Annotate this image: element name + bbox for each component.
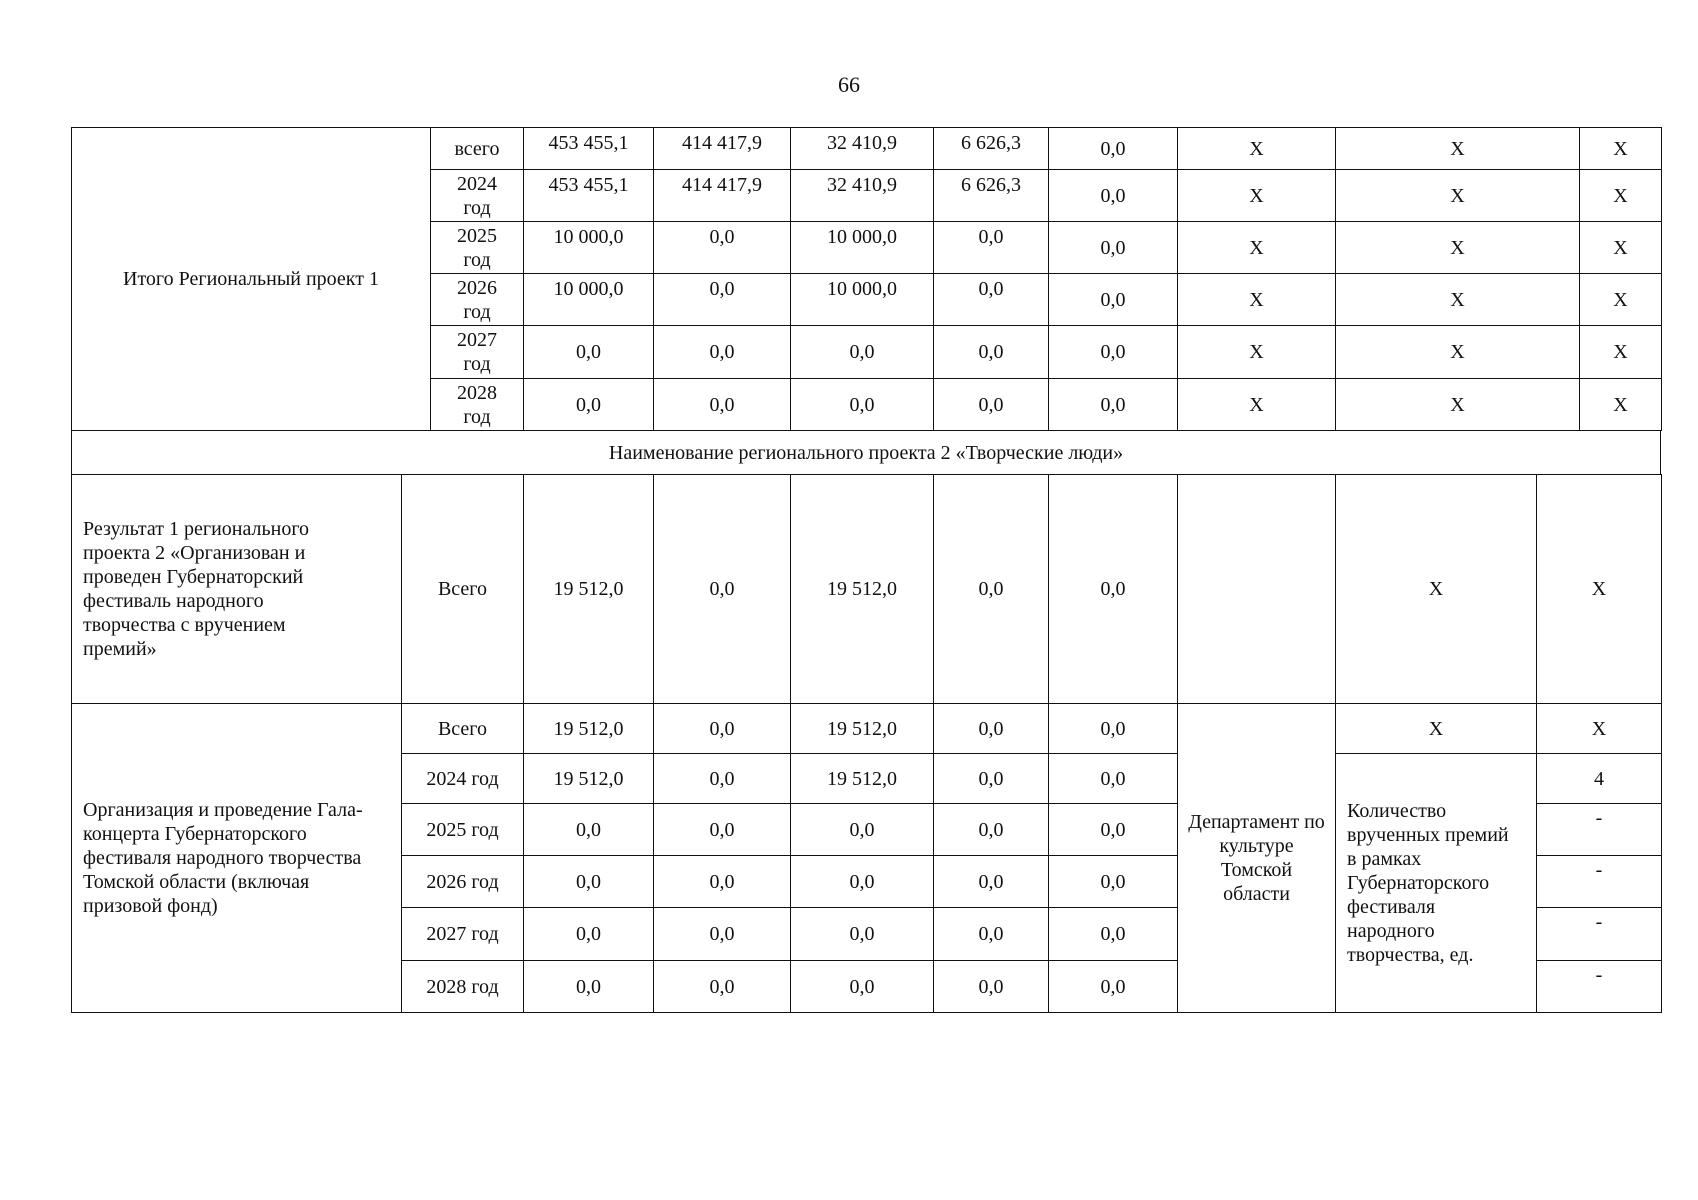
responsible-cell-empty [1178,475,1336,704]
result-1-label: Результат 1 регионального проекта 2 «Организован и проведен Губернаторский фестиваль народного творчества с вручением премий» [72,475,402,704]
mark-cell: X [1580,222,1662,274]
amount-cell: 0,0 [934,704,1049,754]
period-cell: 2024 год [402,754,524,804]
amount-cell: 10 000,0 [791,274,934,326]
mark-cell: X [1336,222,1580,274]
mark-cell: X [1580,274,1662,326]
amount-cell: 32 410,9 [791,170,934,222]
period-cell: 2026 год [402,856,524,908]
amount-cell: 0,0 [1049,274,1178,326]
amount-cell: 414 417,9 [654,128,791,170]
mark-cell: X [1178,274,1336,326]
mark-cell: X [1336,475,1537,704]
period-cell: Всего [402,475,524,704]
mark-cell: X [1336,274,1580,326]
amount-cell: 0,0 [791,379,934,431]
amount-cell: 19 512,0 [791,475,934,704]
period-cell: 2026 год [431,274,524,326]
period-cell: 2027 год [431,326,524,379]
table-row [72,128,1662,170]
amount-cell: 0,0 [1049,804,1178,856]
period-cell: 2025 год [431,222,524,274]
mark-cell: X [1580,326,1662,379]
amount-cell: 0,0 [934,222,1049,274]
amount-cell: 0,0 [791,804,934,856]
amount-cell: 0,0 [791,908,934,961]
amount-cell: 0,0 [934,961,1049,1013]
amount-cell: 0,0 [1049,326,1178,379]
project-2-heading-table [71,430,1661,475]
amount-cell: 0,0 [524,326,654,379]
amount-cell: 19 512,0 [524,704,654,754]
period-cell: 2028 год [431,379,524,431]
amount-cell: 0,0 [1049,856,1178,908]
amount-cell: 0,0 [654,274,791,326]
amount-cell: 0,0 [1049,475,1178,704]
amount-cell: 0,0 [791,961,934,1013]
amount-cell: 0,0 [654,326,791,379]
amount-cell: 453 455,1 [524,170,654,222]
mark-cell: X [1580,379,1662,431]
amount-cell: 0,0 [791,326,934,379]
amount-cell: 0,0 [524,961,654,1013]
responsible-department: Департамент по культуре Томской области [1178,704,1336,1013]
period-cell: 2024 год [431,170,524,222]
period-cell: Всего [402,704,524,754]
amount-cell: 0,0 [654,856,791,908]
amount-cell: 0,0 [524,804,654,856]
amount-cell: 6 626,3 [934,128,1049,170]
amount-cell: 0,0 [1049,222,1178,274]
amount-cell: 19 512,0 [791,754,934,804]
amount-cell: 0,0 [654,908,791,961]
indicator-value: - [1537,961,1662,1013]
period-cell: 2028 год [402,961,524,1013]
amount-cell: 0,0 [934,475,1049,704]
amount-cell: 0,0 [1049,961,1178,1013]
amount-cell: 0,0 [1049,170,1178,222]
indicator-value: - [1537,908,1662,961]
amount-cell: 0,0 [524,908,654,961]
amount-cell: 0,0 [654,475,791,704]
amount-cell: 0,0 [1049,754,1178,804]
table-row [72,704,1662,754]
amount-cell: 0,0 [654,379,791,431]
indicator-value: - [1537,856,1662,908]
amount-cell: 10 000,0 [524,274,654,326]
event-label: Организация и проведение Гала-концерта Губернаторского фестиваля народного творчества Томской области (включая призовой фонд) [72,704,402,1013]
mark-cell: X [1178,222,1336,274]
amount-cell: 0,0 [934,804,1049,856]
indicator-name: Количество врученных премий в рамках Губернаторского фестиваля народного творчества, ед. [1336,754,1537,1013]
mark-cell: X [1336,170,1580,222]
mark-cell: X [1178,128,1336,170]
amount-cell: 0,0 [934,754,1049,804]
mark-cell: X [1580,128,1662,170]
mark-cell: X [1336,379,1580,431]
amount-cell: 0,0 [934,274,1049,326]
mark-cell: X [1336,326,1580,379]
mark-cell: X [1178,170,1336,222]
amount-cell: 0,0 [524,856,654,908]
amount-cell: 0,0 [654,961,791,1013]
amount-cell: 0,0 [654,804,791,856]
amount-cell: 19 512,0 [524,475,654,704]
mark-cell: X [1336,128,1580,170]
regional-project-2-table [71,474,1662,1013]
amount-cell: 0,0 [934,326,1049,379]
project-1-total-label: Итого Региональный проект 1 [72,128,431,431]
amount-cell: 10 000,0 [524,222,654,274]
mark-cell: X [1580,170,1662,222]
amount-cell: 0,0 [654,754,791,804]
amount-cell: 0,0 [934,908,1049,961]
mark-cell: X [1537,475,1662,704]
amount-cell: 453 455,1 [524,128,654,170]
period-cell: 2025 год [402,804,524,856]
mark-cell: X [1178,379,1336,431]
budget-table [71,127,1661,1013]
amount-cell: 19 512,0 [791,704,934,754]
regional-project-1-total-table [71,127,1662,431]
mark-cell: X [1178,326,1336,379]
table-row [72,431,1661,475]
amount-cell: 0,0 [524,379,654,431]
amount-cell: 6 626,3 [934,170,1049,222]
amount-cell: 0,0 [654,222,791,274]
amount-cell: 19 512,0 [524,754,654,804]
period-cell: 2027 год [402,908,524,961]
amount-cell: 414 417,9 [654,170,791,222]
indicator-value: - [1537,804,1662,856]
amount-cell: 10 000,0 [791,222,934,274]
period-cell: всего [431,128,524,170]
page-number: 66 [838,72,860,97]
amount-cell: 0,0 [934,379,1049,431]
amount-cell: 0,0 [1049,128,1178,170]
table-row [72,475,1662,704]
amount-cell: 0,0 [1049,379,1178,431]
amount-cell: 0,0 [1049,908,1178,961]
amount-cell: 0,0 [791,856,934,908]
amount-cell: 0,0 [1049,704,1178,754]
indicator-value: 4 [1537,754,1662,804]
mark-cell: X [1336,704,1537,754]
mark-cell: X [1537,704,1662,754]
amount-cell: 0,0 [654,704,791,754]
project-2-heading: Наименование регионального проекта 2 «Творческие люди» [72,431,1661,475]
amount-cell: 0,0 [934,856,1049,908]
amount-cell: 32 410,9 [791,128,934,170]
